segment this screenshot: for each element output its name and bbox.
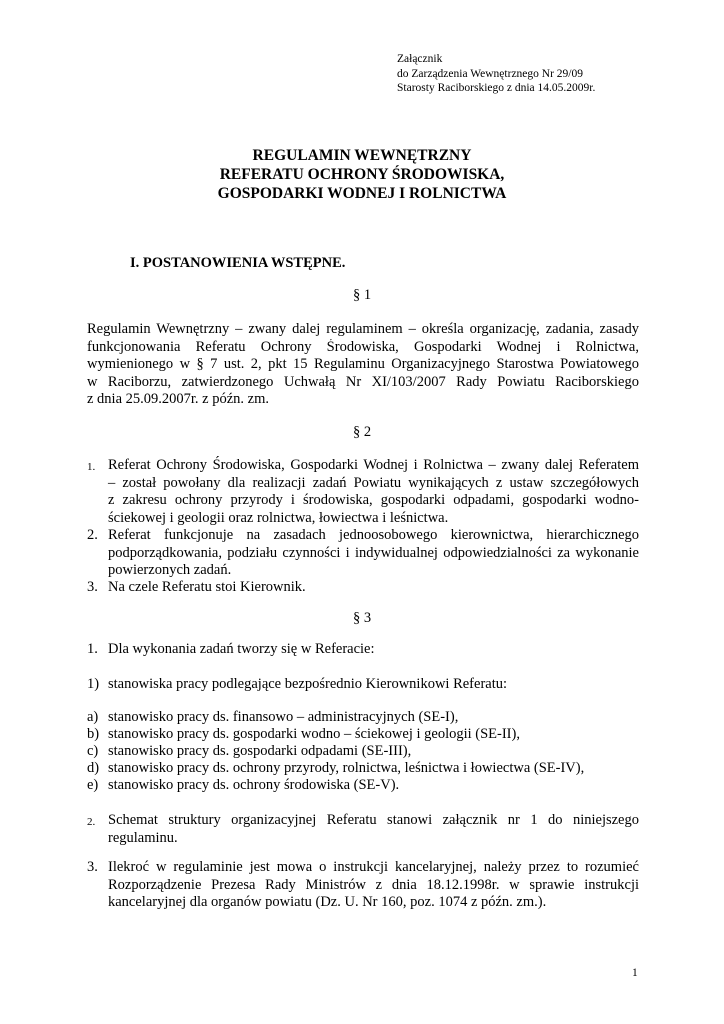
paragraph-sign: § 2 <box>352 424 372 440</box>
text-line: Na czele Referatu stoi Kierownik. <box>108 579 306 595</box>
position-item <box>87 777 399 794</box>
item-text <box>108 676 639 694</box>
position-text: stanowisko pracy ds. gospodarki wodno – ściekowej i geologii (SE-II), <box>108 726 520 742</box>
position-label: c) <box>87 743 99 759</box>
text-line: podporządkowania, podziału czynności i indywidualnej odpowiedzialności za wykonanie <box>108 544 639 561</box>
position-item <box>87 760 584 777</box>
text-line: Regulamin Wewnętrzny – zwany dalej regulaminem – określa organizację, zadania, zasady <box>87 321 639 337</box>
item-number: 1) <box>87 676 100 692</box>
annex-line: do Zarządzenia Wewnętrznego Nr 29/09 <box>397 67 583 80</box>
page-number: 1 <box>632 967 638 979</box>
text-line: regulaminu. <box>108 829 178 846</box>
paragraph-sign: § 3 <box>352 610 372 626</box>
item-number: 1. <box>87 641 98 657</box>
document-title <box>0 146 724 203</box>
item-text <box>108 457 639 527</box>
section-heading: I. POSTANOWIENIA WSTĘPNE. <box>130 255 346 271</box>
text-line: z zakresu ochrony przyrody i środowiska, gospodarki odpadami, gospodarki wodno- <box>108 492 639 508</box>
position-text: stanowisko pracy ds. ochrony środowiska (SE-V). <box>108 777 400 793</box>
annex-line: Starosty Raciborskiego z dnia 14.05.2009r. <box>397 82 596 94</box>
text-line: – został powołany dla realizacji zadań Powiatu wynikających z ustaw szczegółowych <box>108 474 639 491</box>
annex-line: Załącznik <box>397 53 443 65</box>
item-number: 2. <box>87 527 98 543</box>
text-line: w Raciborzu, zatwierdzonego Uchwałą Nr XI/103/2007 Rady Powiatu Raciborskiego <box>87 373 639 390</box>
position-text: stanowisko pracy ds. finansowo – administracyjnych (SE-I), <box>108 709 459 725</box>
text-line: stanowiska pracy podlegające bezpośrednio Kierownikowi Referatu: <box>108 676 508 692</box>
item-number: 2. <box>87 816 96 828</box>
text-line: ściekowej i geologii oraz rolnictwa, łowiectwa i leśnictwa. <box>108 509 449 526</box>
position-label: a) <box>87 709 99 725</box>
item-text <box>108 579 639 597</box>
item-number: 3. <box>87 579 98 595</box>
item-number: 3. <box>87 859 98 875</box>
item-text <box>108 527 639 580</box>
item-text <box>108 812 639 847</box>
title-line: GOSPODARKI WODNEJ I ROLNICTWA <box>217 185 507 202</box>
position-text: stanowisko pracy ds. gospodarki odpadami (SE-III), <box>108 743 412 759</box>
text-line: powierzonych zadań. <box>108 562 232 578</box>
text-line: Referat funkcjonuje na zasadach jednoosobowego kierownictwa, hierarchicznego <box>108 527 639 543</box>
text-line: z dnia 25.09.2007r. z późn. zm. <box>87 391 270 407</box>
item-text <box>108 859 639 912</box>
text-line: Schemat struktury organizacyjnej Referatu stanowi załącznik nr 1 do niniejszego <box>108 812 639 828</box>
paragraph-sign: § 1 <box>352 287 372 303</box>
title-line: REFERATU OCHRONY ŚRODOWISKA, <box>219 166 505 183</box>
text-line: funkcjonowania Referatu Ochrony Środowiska, Gospodarki Wodnej i Rolnictwa, <box>87 338 639 355</box>
position-item <box>87 743 411 760</box>
text-line: Ilekroć w regulaminie jest mowa o instrukcji kancelaryjnej, należy przez to rozumieć <box>108 859 639 875</box>
text-line: Rozporządzenie Prezesa Rady Ministrów z dnia 18.12.1998r. w sprawie instrukcji <box>108 876 639 893</box>
text-line: Dla wykonania zadań tworzy się w Referacie: <box>108 641 375 657</box>
position-label: d) <box>87 760 100 776</box>
text-line: wymienionego w § 7 ust. 2, pkt 15 Regulaminu Organizacyjnego Starostwa Powiatowego <box>87 356 639 372</box>
text-line: Referat Ochrony Środowiska, Gospodarki Wodnej i Rolnictwa – zwany dalej Referatem <box>108 457 639 473</box>
text-line: kancelaryjnej dla organów powiatu (Dz. U. Nr 160, poz. 1074 z późn. zm.). <box>108 894 547 910</box>
item-number: 1. <box>87 461 96 473</box>
position-label: e) <box>87 777 99 793</box>
position-item <box>87 709 458 726</box>
annex-header <box>397 52 595 96</box>
position-label: b) <box>87 726 100 742</box>
item-text <box>108 641 639 659</box>
title-line: REGULAMIN WEWNĘTRZNY <box>252 147 472 164</box>
paragraph-1-text <box>87 321 639 409</box>
position-text: stanowisko pracy ds. ochrony przyrody, rolnictwa, leśnictwa i łowiectwa (SE-IV), <box>108 760 585 776</box>
position-item <box>87 726 520 743</box>
